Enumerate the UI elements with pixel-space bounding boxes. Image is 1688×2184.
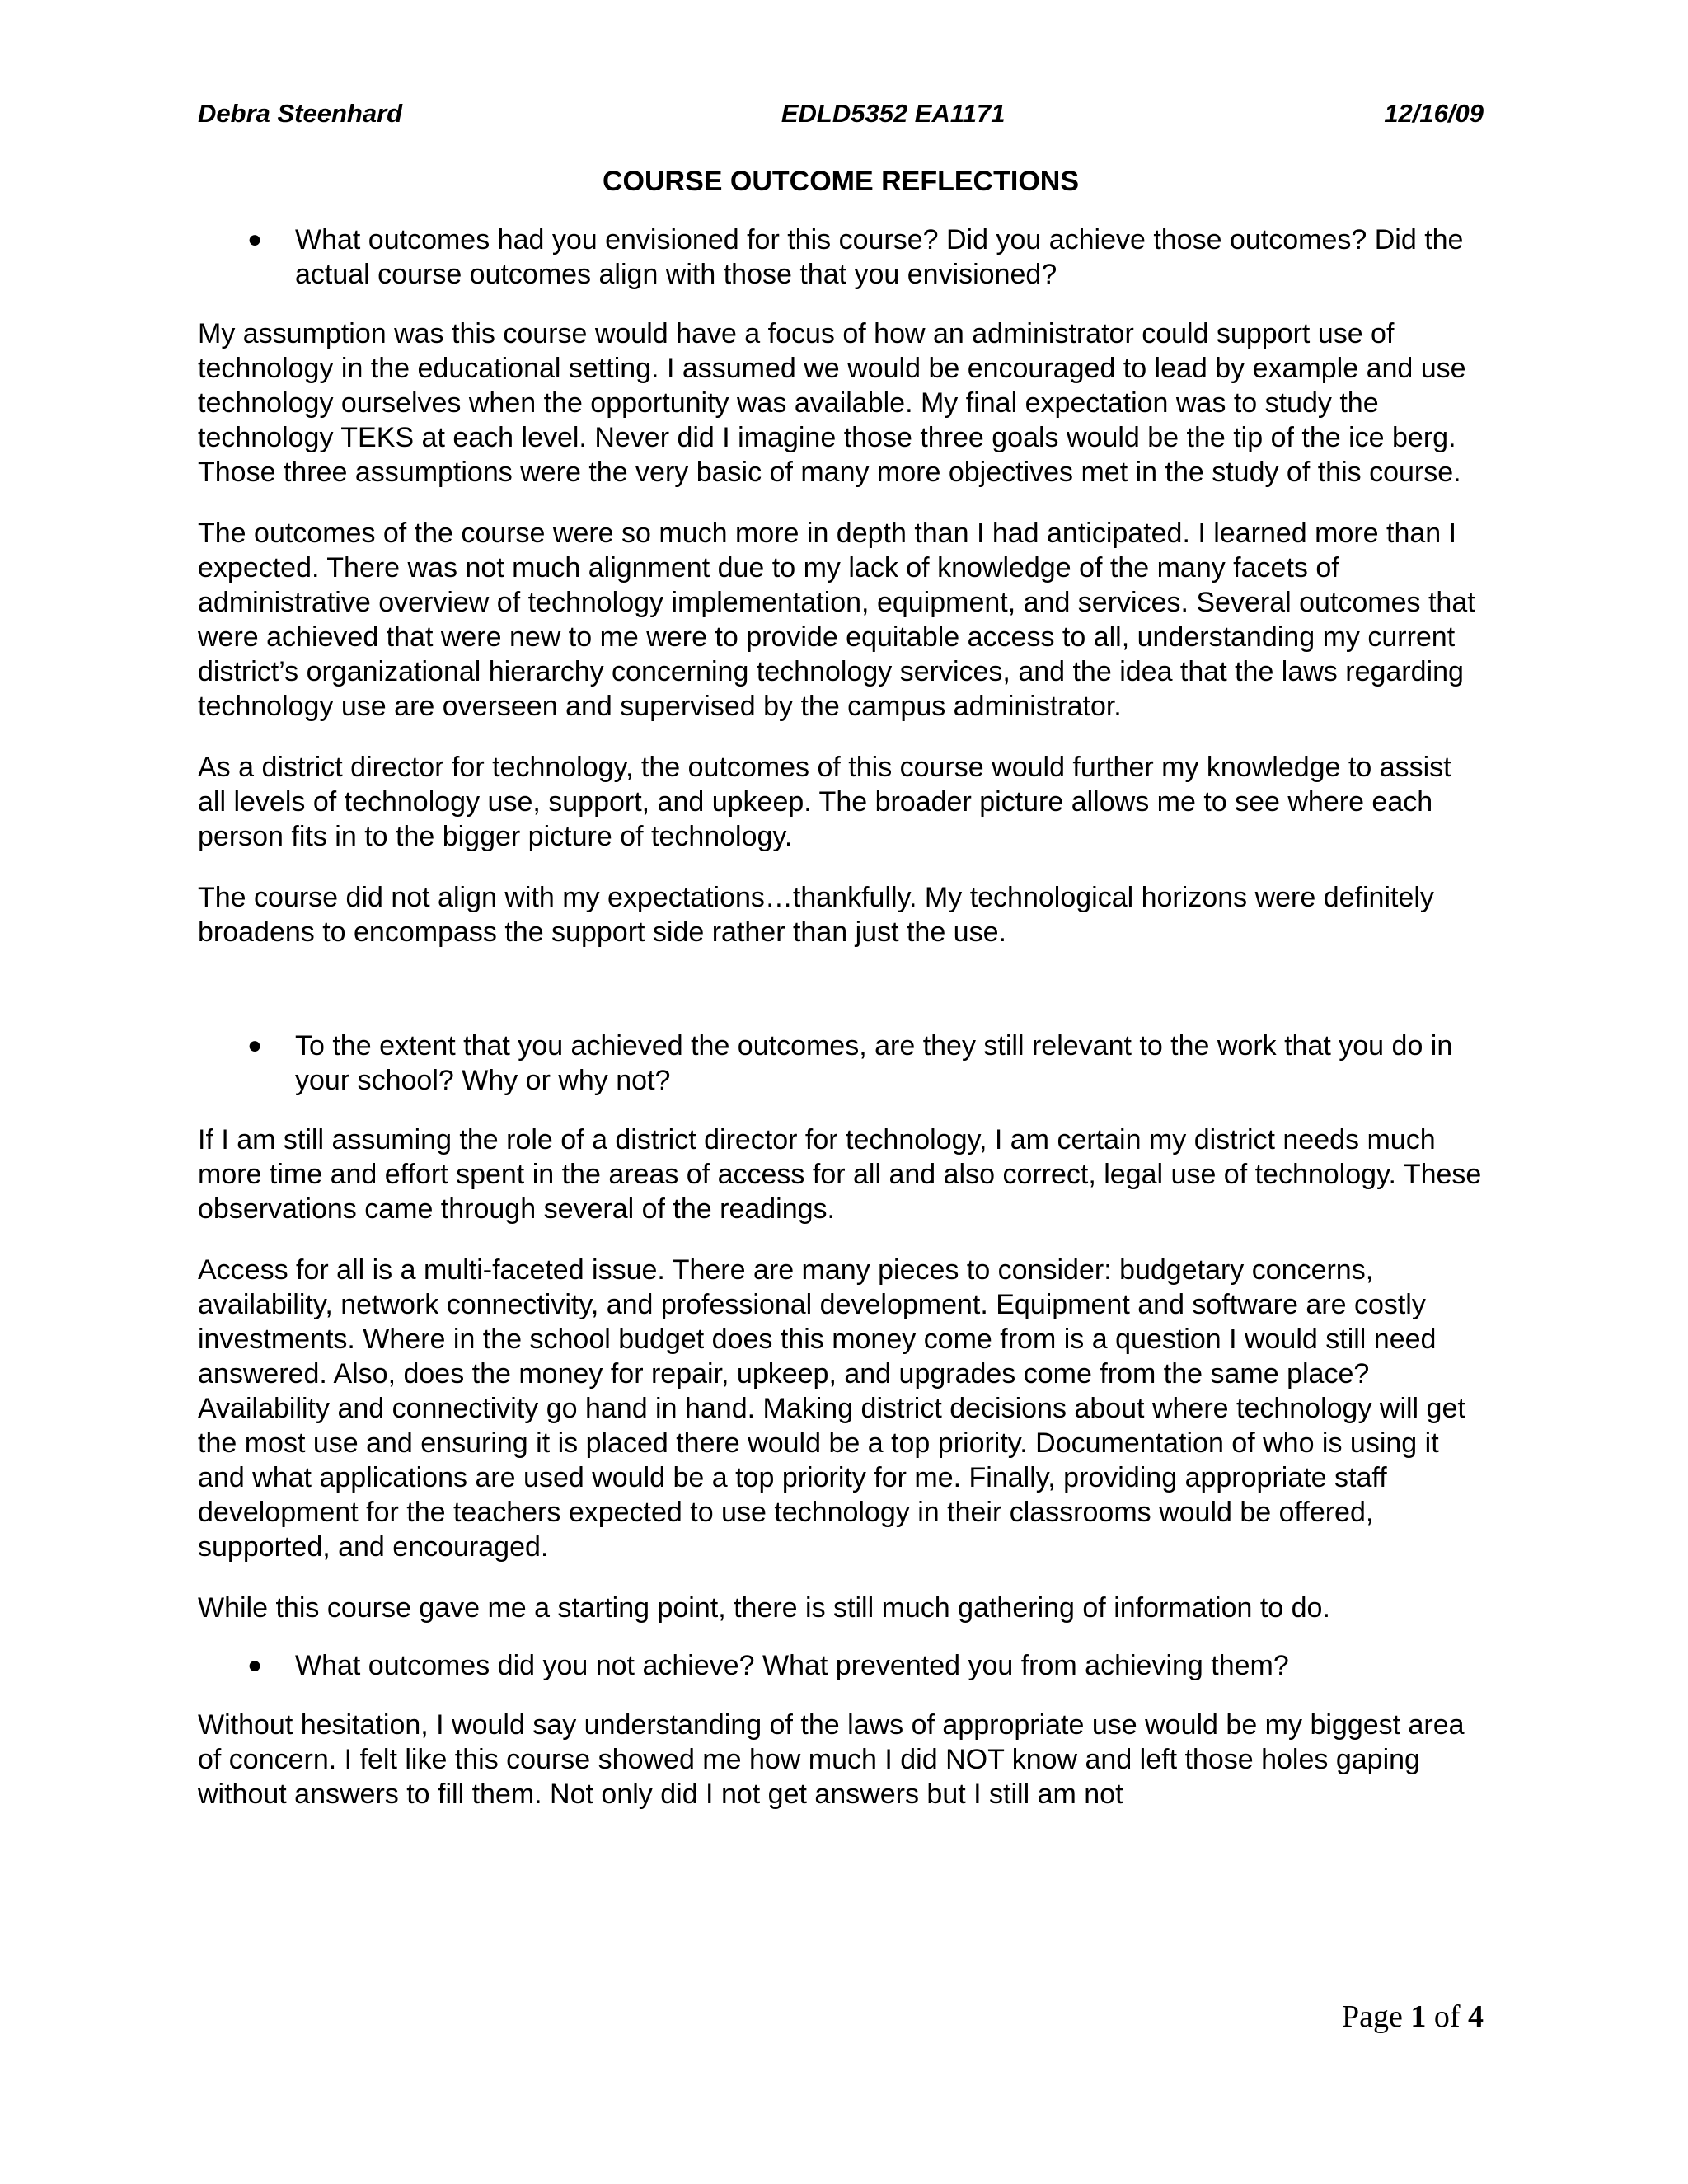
paragraph: Without hesitation, I would say understanding of the laws of appropriate use would be my biggest area of concern. I felt like this course showed me how much I did NOT know and left those holes gaping without answers to fill them. Not only did I not get answers but I still am not <box>198 1709 1465 1810</box>
spacer <box>198 949 1484 1005</box>
document-title: COURSE OUTCOME REFLECTIONS <box>602 166 1080 197</box>
question-1-text: What outcomes had you envisioned for this course? Did you achieve those outcomes? Did the actual course outcomes align with those that you envisioned? <box>295 224 1464 290</box>
header-author: Debra Steenhard <box>198 99 403 128</box>
document-page <box>198 97 1484 1811</box>
question-2 <box>198 1029 1484 1098</box>
question-3-text: What outcomes did you not achieve? What prevented you from achieving them? <box>295 1650 1289 1681</box>
paragraph: While this course gave me a starting point, there is still much gathering of information to do. <box>198 1592 1330 1624</box>
question-3 <box>198 1648 1484 1683</box>
paragraph: My assumption was this course would have a focus of how an administrator could support use of technology in the educational setting. I assumed we would be encouraged to lead by example and use technology ourselves when the opportunity was available. My final expectation was to study the technology TEKS at each level. Never did I imagine those three goals would be the tip of the ice berg. Those three assumptions were the very basic of many more objectives met in the study of this course. <box>198 318 1466 488</box>
paragraph: The course did not align with my expectations…thankfully. My technological horizons were definitely broadens to encompass the support side rather than just the use. <box>198 882 1434 948</box>
paragraph: As a district director for technology, the outcomes of this course would further my knowledge to assist all levels of technology use, support, and upkeep. The broader picture allows me to see where each person fits in to the bigger picture of technology. <box>198 752 1451 852</box>
header-course: EDLD5352 EA1171 <box>781 99 1006 128</box>
bullet-icon: ● <box>247 226 263 253</box>
page-label: Page <box>1341 1999 1403 2034</box>
question-1 <box>198 223 1484 292</box>
bullet-icon: ● <box>247 1652 263 1679</box>
page-current: 1 <box>1410 1999 1427 2034</box>
paragraph: The outcomes of the course were so much more in depth than I had anticipated. I learned more than I expected. There was not much alignment due to my lack of knowledge of the many facets of administrative overview of technology implementation, equipment, and services. Several outcomes that were achieved that were new to me were to provide equitable access to all, understanding my current district’s organizational hierarchy concerning technology services, and the idea that the laws regarding technology use are overseen and supervised by the campus administrator. <box>198 518 1475 722</box>
page-of-label: of <box>1433 1999 1461 2034</box>
page-footer <box>1342 1999 1484 2035</box>
page-header <box>198 97 1484 130</box>
paragraph: Access for all is a multi-faceted issue. There are many pieces to consider: budgetary concerns, availability, network connectivity, and professional development. Equipment and software are costly investments. Where in the school budget does this money come from is a question I would still need answered. Also, does the money for repair, upkeep, and upgrades come from the same place? Availability and connectivity go hand in hand. Making district decisions about where technology will get the most use and ensuring it is placed there would be a top priority. Documentation of who is using it and what applications are used would be a top priority for me. Finally, providing appropriate staff development for the teachers expected to use technology in their classrooms would be offered, supported, and encouraged. <box>198 1254 1465 1563</box>
paragraph: If I am still assuming the role of a district director for technology, I am certain my district needs much more time and effort spent in the areas of access for all and also correct, legal use of technology. These observations came through several of the readings. <box>198 1124 1482 1225</box>
page-total: 4 <box>1468 1999 1484 2034</box>
question-2-text: To the extent that you achieved the outcomes, are they still relevant to the work that you do in your school? Why or why not? <box>295 1030 1453 1096</box>
bullet-icon: ● <box>247 1032 263 1059</box>
header-date: 12/16/09 <box>1384 99 1484 128</box>
